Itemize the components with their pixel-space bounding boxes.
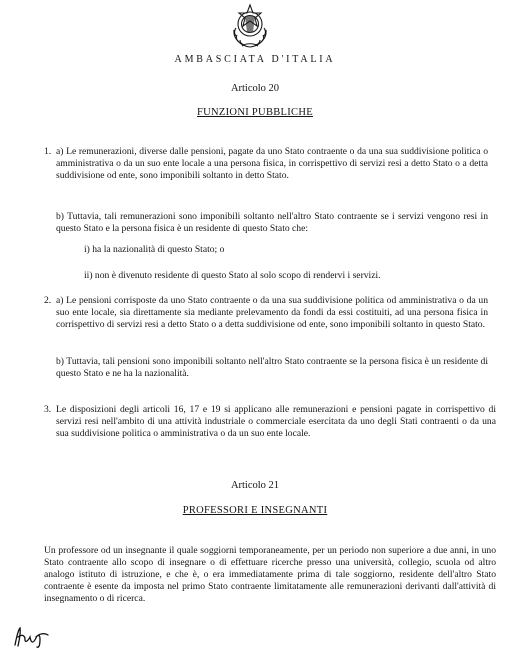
article-21-heading: PROFESSORI E INSEGNANTI	[182, 505, 328, 516]
handwritten-initials-icon	[12, 625, 52, 649]
paragraph-1b: b) Tuttavia, tali remunerazioni sono imponibili soltanto nell'altro Stato contraente se i servizi vengono resi in questo Stato e la persona fisica è un residente di questo Stato che:	[56, 211, 488, 234]
article-20-heading: FUNZIONI PUBBLICHE	[197, 107, 313, 118]
paragraph-1a: a) Le remunerazioni, diverse dalle pensioni, pagate da uno Stato contraente o da una sua suddivisione politica o amministrativa o da un suo ente locale a una persona fisica, in corrispettivo di servizi resi a detto Stato o a detta suddivisione od ente, sono imponibili soltanto in detto Stato.	[56, 146, 488, 181]
article-20-title: Articolo 20	[230, 83, 280, 94]
italian-republic-emblem-icon	[228, 2, 272, 50]
embassy-header: AMBASCIATA D'ITALIA	[174, 54, 336, 65]
paragraph-2a: a) Le pensioni corrisposte da uno Stato contraente o da una sua suddivisione politica od amministrativa o da un suo ente locale, sia direttamente sia mediante prelevamento da fondi da essi costituiti, ad una persona fisica in corrispettivo di servizi resi a detto Stato o a detta suddivisione od ente, sono imponibili soltanto in questo Stato.	[56, 295, 488, 330]
paragraph-2b: b) Tuttavia, tali pensioni sono imponibili soltanto nell'altro Stato contraente se la persona fisica è un residente di questo Stato e ne ha la nazionalità.	[56, 356, 488, 379]
paragraph-3-number: 3.	[44, 404, 52, 415]
article-21-title: Articolo 21	[230, 480, 280, 491]
paragraph-3: Le disposizioni degli articoli 16, 17 e 19 si applicano alle remunerazioni e pensioni pagate in corrispettivo di servizi resi nell'ambito di una attività industriale o commerciale esercitata da uno degli Stati contraenti o da una sua suddivisione politica o amministrativa o da un suo ente locale.	[56, 404, 496, 439]
article-21-paragraph: Un professore od un insegnante il quale soggiorni temporaneamente, per un periodo non superiore a due anni, in uno Stato contraente allo scopo di insegnare o di effettuare ricerche presso una università, collegio, scuola od altro analogo istituto di istruzione, e che è, o era immediatamente prima di tale soggiorno, residente dell'altro Stato contraente è esente da imposta nel primo Stato contraente limitatamente alle remunerazioni derivanti dall'attività di insegnamento o di ricerca.	[44, 545, 496, 604]
paragraph-2-number: 2.	[44, 295, 52, 306]
paragraph-1b-ii: ii) non è divenuto residente di questo Stato al solo scopo di rendervi i servizi.	[84, 270, 381, 281]
paragraph-1b-i: i) ha la nazionalità di questo Stato; o	[84, 244, 225, 255]
paragraph-1-number: 1.	[44, 146, 52, 157]
